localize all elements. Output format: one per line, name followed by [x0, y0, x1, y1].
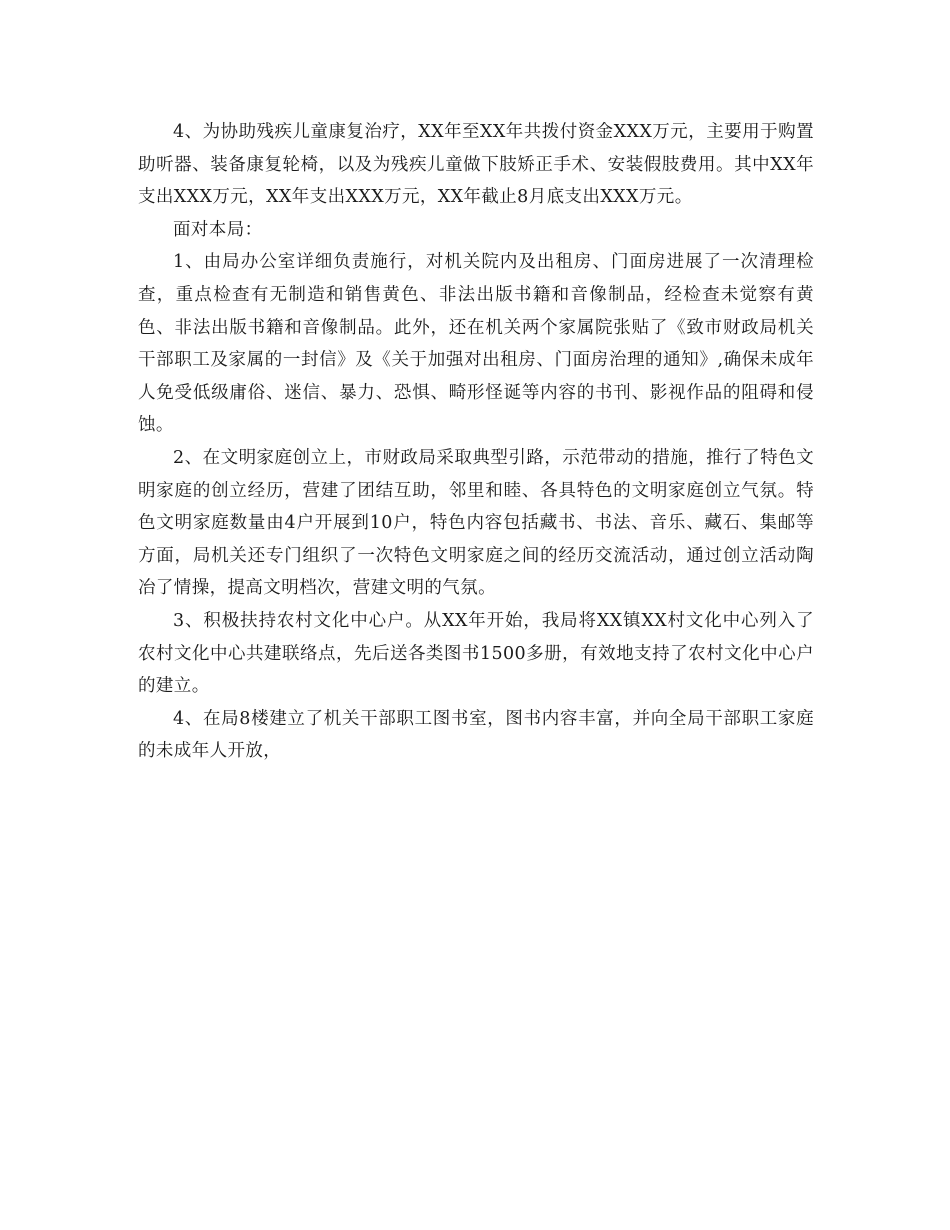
paragraph-funding: 4、为协助残疾儿童康复治疗，XX年至XX年共拨付资金XXX万元，主要用于购置助听器、装备康复轮椅，以及为残疾儿童做下肢矫正手术、安装假肢费用。其中XX年支出XXX万元，XX年支出XXX万元，XX年截止8月底支出XXX万元。	[138, 122, 814, 208]
paragraph-section-heading: 面对本局：	[173, 219, 263, 240]
paragraph-library: 4、在局8楼建立了机关干部职工图书室，图书内容丰富，并向全局干部职工家庭的未成年人开放，	[138, 708, 814, 762]
paragraph-inspection: 1、由局办公室详细负责施行，对机关院内及出租房、门面房进展了一次清理检查，重点检查有无制造和销售黄色、非法出版书籍和音像制品，经检查未觉察有黄色、非法出版书籍和音像制品。此外，还在机关两个家属院张贴了《致市财政局机关干部职工及家属的一封信》及《关于加强对出租房、门面房治理的通知》,确保未成年人免受低级庸俗、迷信、暴力、恐惧、畸形怪诞等内容的书刊、影视作品的阻碍和侵蚀。	[138, 252, 814, 436]
paragraph-rural-culture: 3、积极扶持农村文化中心户。从XX年开始，我局将XX镇XX村文化中心列入了农村文化中心共建联络点，先后送各类图书1500多册，有效地支持了农村文化中心户的建立。	[138, 610, 814, 697]
paragraph-civilized-families: 2、在文明家庭创立上，市财政局采取典型引路，示范带动的措施，推行了特色文明家庭的创立经历，营建了团结互助，邻里和睦、各具特色的文明家庭创立气氛。特色文明家庭数量由4户开展到10户，特色内容包括藏书、书法、音乐、藏石、集邮等方面，局机关还专门组织了一次特色文明家庭之间的经历交流活动，通过创立活动陶冶了情操，提高文明档次，营建文明的气氛。	[138, 447, 814, 599]
document-body	[138, 116, 814, 768]
